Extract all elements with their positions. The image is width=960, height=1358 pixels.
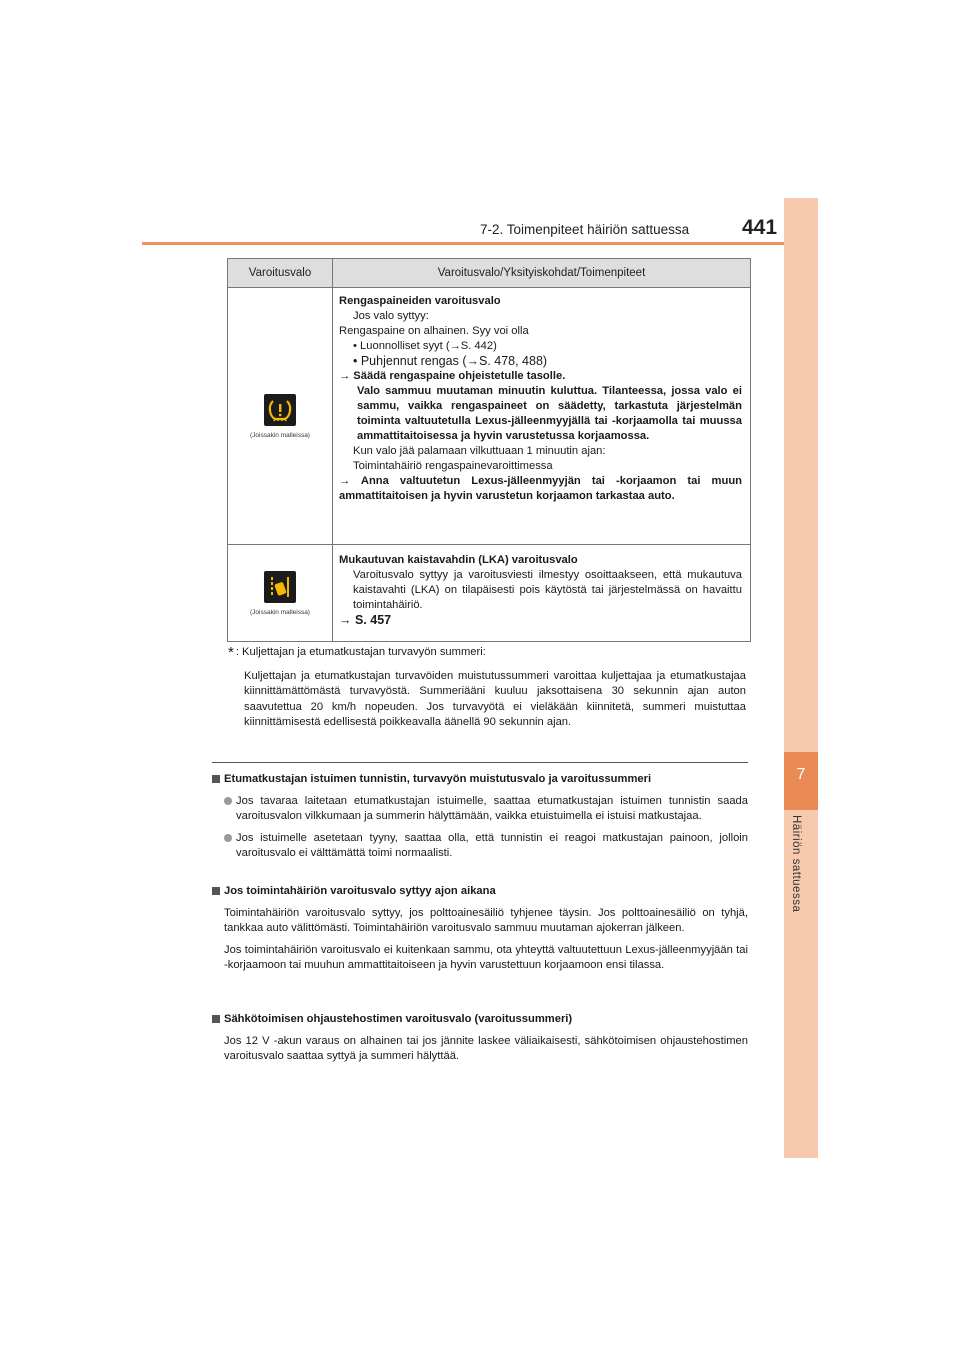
dot-bullet-icon	[224, 834, 232, 842]
action-line: → Anna valtuutetun Lexus-jälleenmyyjän tai -korjaamon tai muun ammattitaitoisen ja hyvin varustetun korjaamon tarkastaa auto.	[339, 475, 742, 502]
divider	[212, 762, 748, 763]
detail-line: Kun valo jää palamaan vilkuttuaan 1 minuutin ajan:	[353, 445, 606, 457]
table-header	[228, 259, 750, 288]
section-title-text: Sähkötoimisen ohjaustehostimen varoitusvalo (varoitussummeri)	[224, 1013, 573, 1025]
dot-bullet-icon	[224, 797, 232, 805]
square-bullet-icon	[212, 887, 220, 895]
table-row	[228, 545, 750, 641]
icon-caption: (Joissakin malleissa)	[250, 431, 310, 439]
icon-caption: (Joissakin malleissa)	[250, 608, 310, 616]
action-line: → Säädä rengaspaine ohjeistetulle tasolle.	[339, 370, 566, 382]
lane-keeping-assist-icon	[264, 571, 296, 603]
detail-paragraph: Valo sammuu muutaman minuutin kuluttua. Tilanteessa, jossa valo ei sammu, vaikka rengaspaineet on säädetty, tarkastuta järjestelmän toiminta valtuutetulla Lexus-jälleenmyyjällä tai -korjaamolla tai muussa ammattitaitoisessa ja hyvin varustetussa korjaamossa.	[357, 385, 742, 442]
warning-light-table	[227, 258, 751, 642]
icon-cell	[228, 545, 333, 641]
tire-pressure-warning-icon	[264, 394, 296, 426]
detail-paragraph: Varoitusvalo syttyy ja varoitusviesti ilmestyy osoittaakseen, että mukautuva kaistavahti (LKA) on tilapäisesti pois käytöstä tai järjestelmässä on havaittu toimintahäiriö.	[353, 569, 742, 611]
section-heading	[212, 1012, 748, 1028]
section-heading	[212, 884, 748, 900]
table-row	[228, 288, 750, 545]
row-title: Rengaspaineiden varoitusvalo	[339, 295, 501, 307]
page-number: 441	[742, 216, 778, 239]
square-bullet-icon	[212, 775, 220, 783]
detail-line: • Puhjennut rengas (→S. 478, 488)	[353, 354, 548, 368]
detail-line: Toimintahäiriö rengaspainevaroittimessa	[353, 460, 553, 472]
details-cell	[333, 288, 750, 544]
row-title: Mukautuvan kaistavahdin (LKA) varoitusvalo	[339, 554, 578, 566]
section-power-steering	[212, 1012, 748, 1065]
section-title: 7-2. Toimenpiteet häiriön sattuessa	[480, 222, 690, 237]
list-item	[224, 794, 748, 825]
col-header-details: Varoitusvalo/Yksityiskohdat/Toimenpiteet	[437, 267, 646, 279]
paragraph: Jos toimintahäiriön varoitusvalo ei kuitenkaan sammu, ota yhteyttä valtuutettuun Lexus-jälleenmyyjään tai -korjaamoon tai muuhun ammattitaitoiseen ja hyvin varustettuun korjaamoon ensi tilassa.	[224, 943, 748, 971]
section-seat-sensor	[212, 772, 748, 862]
paragraph: Jos 12 V -akun varaus on alhainen tai jos jännite laskee väliaikaisesti, sähkötoimisen ohjaustehostimen varoitusvalo saattaa syttyä ja summeri hälyttää.	[224, 1034, 748, 1062]
detail-line: • Luonnolliset syyt (→S. 442)	[353, 340, 497, 352]
footnote-body: Kuljettajan ja etumatkustajan turvavöiden muistutussummeri varoittaa kuljettajaa ja etumatkustajaa kiinnittämättömästä turvavyöstä. Summeriääni kuuluu jaksottaisena 30 sekunnin ajan auton saavutettua 20 km/h nopeuden. Jos turvavyötä ei vieläkään kiinnitetä, summeri muistuttaa kiinnittämisestä edellisestä poikkeavalla äänellä 90 sekunnin ajan.	[244, 669, 746, 728]
header-rule	[142, 242, 818, 245]
action-line: → S. 457	[339, 613, 392, 627]
list-item-text: Jos tavaraa laitetaan etumatkustajan istuimelle, saattaa etumatkustajan istuimen tunnistin saada varoitusvalon vilkkumaan ja summerin hälyttämään, vaikka etuistuimella ei istuisi matkustajaa.	[236, 794, 748, 822]
section-title-text: Etumatkustajan istuimen tunnistin, turvavyön muistutusvalo ja varoitussummeri	[224, 773, 652, 785]
footnote-head	[228, 645, 746, 661]
paragraph: Toimintahäiriön varoitusvalo syttyy, jos polttoainesäiliö tyhjenee täysin. Jos polttoainesäiliö on tyhjä, tankkaa auto välittömästi. Toimintahäiriön varoitusvalo sammuu muutaman ajokerran jälkeen.	[224, 906, 748, 934]
footnote	[228, 645, 746, 731]
section-heading	[212, 772, 748, 788]
detail-line: Jos valo syttyy:	[353, 310, 429, 322]
details-cell	[333, 545, 750, 641]
chapter-label: Häiriön sattuessa	[790, 815, 802, 913]
icon-cell	[228, 288, 333, 544]
footnote-star: *	[228, 644, 234, 661]
section-malfunction-light	[212, 884, 748, 974]
col-header-warning-light: Varoitusvalo	[228, 259, 333, 287]
list-item-text: Jos istuimelle asetetaan tyyny, saattaa olla, että tunnistin ei reagoi matkustajan painoon, jolloin varoitusvalo ei välttämättä toimi normaalisti.	[236, 831, 748, 859]
square-bullet-icon	[212, 1015, 220, 1023]
side-tab	[784, 198, 818, 1158]
footnote-title: : Kuljettajan ja etumatkustajan turvavyön summeri:	[235, 646, 486, 658]
section-title-text: Jos toimintahäiriön varoitusvalo syttyy ajon aikana	[224, 885, 496, 897]
list-item	[224, 831, 748, 862]
detail-line: Rengaspaine on alhainen. Syy voi olla	[339, 325, 529, 337]
chapter-number: 7	[796, 766, 806, 783]
